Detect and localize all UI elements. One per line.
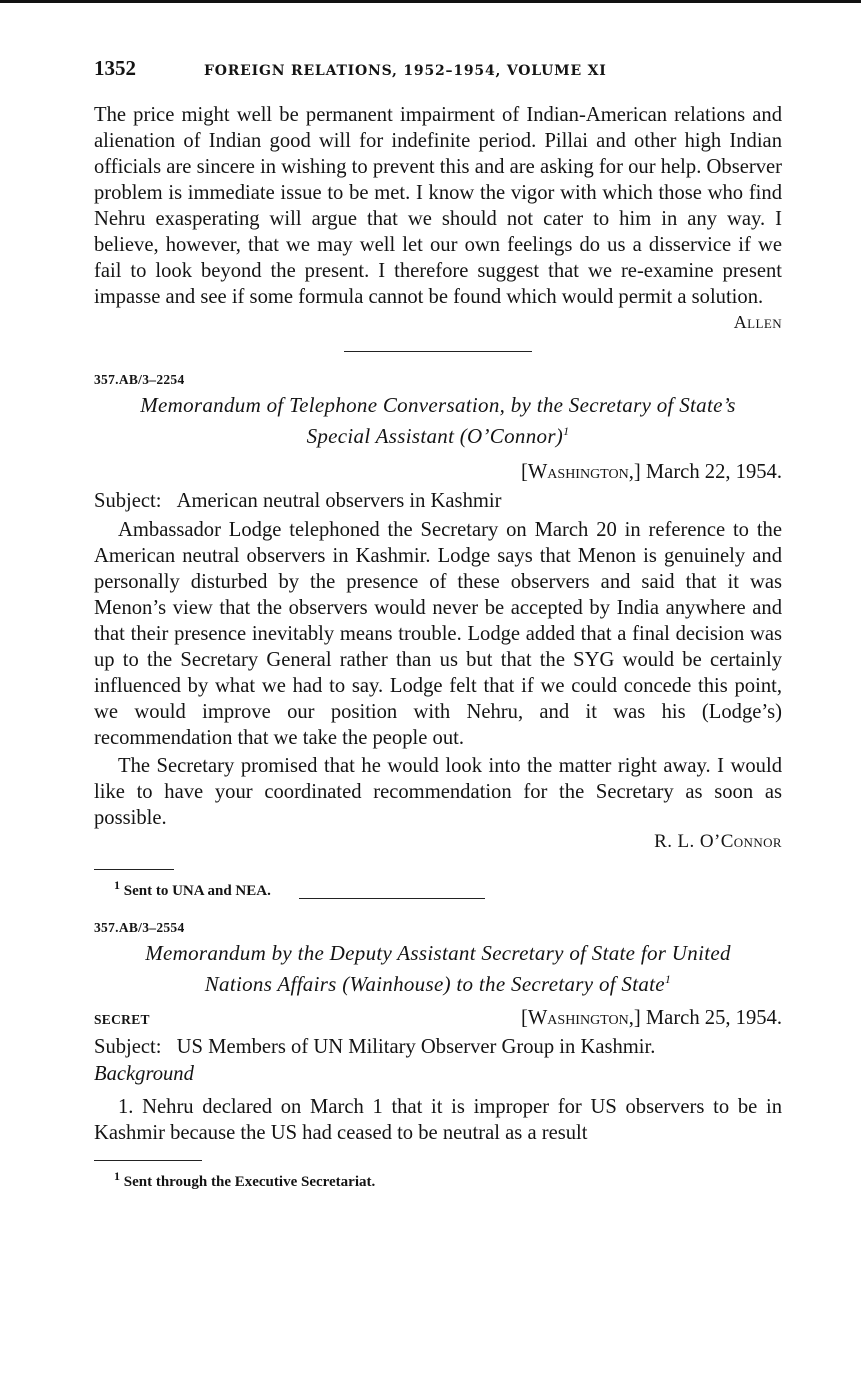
page-number: 1352 [94, 56, 136, 80]
doc2-footnote-mark: 1 [114, 878, 120, 892]
doc3-subject-label: Subject: [94, 1036, 162, 1058]
page-top-border [0, 0, 861, 3]
doc2-title [94, 392, 782, 449]
section-divider-2 [299, 898, 485, 899]
document-page [94, 56, 782, 1191]
doc2-signature-text: R. L. O’Connor [654, 831, 782, 852]
doc3-subject-text: US Members of UN Military Observer Group in Kashmir. [176, 1036, 656, 1058]
doc3-footnote-ref: 1 [664, 972, 672, 986]
doc1-paragraph: The price might well be permanent impairment of Indian-American relations and alienation of Indian good will for indefinite period. Pillai and other high Indian officials are sincere in wishing to prevent this and are asking for our help. Observer problem is immediate issue to be met. I know the vigor with which those who find Nehru exasperating will argue that we should not cater to him in any way. I believe, however, that we may well let our own feelings do us a disservice if we fail to look beyond the present. I therefore suggest that we re-examine present impasse and see if some formula cannot be found which would permit a solution. [94, 104, 782, 308]
doc2-signature [94, 831, 782, 853]
doc3-section-heading: Background [94, 1063, 194, 1085]
doc2-paragraph2: The Secretary promised that he would look into the matter right away. I would like to have your coordinated recommendation for the Secretary as soon as possible. [94, 755, 782, 829]
doc2-footnote [94, 878, 271, 900]
doc2-title-line2-wrap [94, 418, 782, 449]
doc3-footnote-mark: 1 [114, 1169, 120, 1183]
doc3-dateline-place: [Washington,] [521, 1007, 641, 1029]
doc2-footnote-rule [94, 869, 174, 870]
doc3-title-line2-wrap [94, 966, 782, 997]
doc2-paragraph1: Ambassador Lodge telephoned the Secretary on March 20 in reference to the American neutral observers in Kashmir. Lodge says that Menon is genuinely and personally disturbed by the presence of these observers and said that it was Menon’s view that the observers would never be accepted by India anywhere and that their presence inevitably means trouble. Lodge added that a final decision was up to the Secretary General rather than us but that the SYG would be certainly influenced by what we had to say. Lodge felt that if we could concede this point, we would improve our position with Nehru, and it was his (Lodge’s) recommendation that we take the people out. [94, 519, 782, 749]
running-header [94, 56, 782, 96]
doc2-subject [94, 490, 782, 513]
doc2-footnote-ref: 1 [563, 424, 570, 438]
doc2-footnote-row [94, 878, 782, 900]
doc3-title-line1: Memorandum by the Deputy Assistant Secretary of State for United [145, 941, 731, 965]
doc2-dateline-place: [Washington,] [521, 461, 641, 483]
doc3-file-number: 357.AB/3–2554 [94, 920, 185, 935]
doc3-footnote [94, 1169, 782, 1191]
doc3-dateline-date: March 25, 1954. [645, 1007, 782, 1029]
doc2-title-line2: Special Assistant (O’Connor) [306, 424, 564, 448]
doc3-dateline [521, 1007, 782, 1030]
doc2-subject-label: Subject: [94, 490, 162, 512]
doc3-paragraph1: 1. Nehru declared on March 1 that it is improper for US observers to be in Kashmir because the US had ceased to be neutral as a result [94, 1096, 782, 1144]
doc3-title-line2: Nations Affairs (Wainhouse) to the Secretary of State [204, 972, 665, 996]
doc2-file-number: 357.AB/3–2254 [94, 372, 185, 387]
doc3-footnote-rule [94, 1160, 202, 1161]
doc3-title [94, 940, 782, 997]
doc2-subject-text: American neutral observers in Kashmir [176, 490, 502, 512]
doc2-title-line1: Memorandum of Telephone Conversation, by the Secretary of State’s [140, 393, 736, 417]
doc2-dateline [94, 461, 782, 484]
section-divider [344, 351, 532, 352]
doc3-footnote-text: Sent through the Executive Secretariat. [123, 1174, 376, 1190]
running-title: FOREIGN RELATIONS, 1952–1954, VOLUME XI [204, 63, 607, 79]
doc2-dateline-date: March 22, 1954. [645, 461, 782, 483]
doc3-subject [94, 1036, 782, 1059]
doc3-classification-row [94, 1007, 782, 1030]
doc2-footnote-text: Sent to UNA and NEA. [123, 883, 271, 899]
doc1-signature: Allen [733, 312, 782, 332]
doc3-classification: SECRET [94, 1012, 150, 1027]
